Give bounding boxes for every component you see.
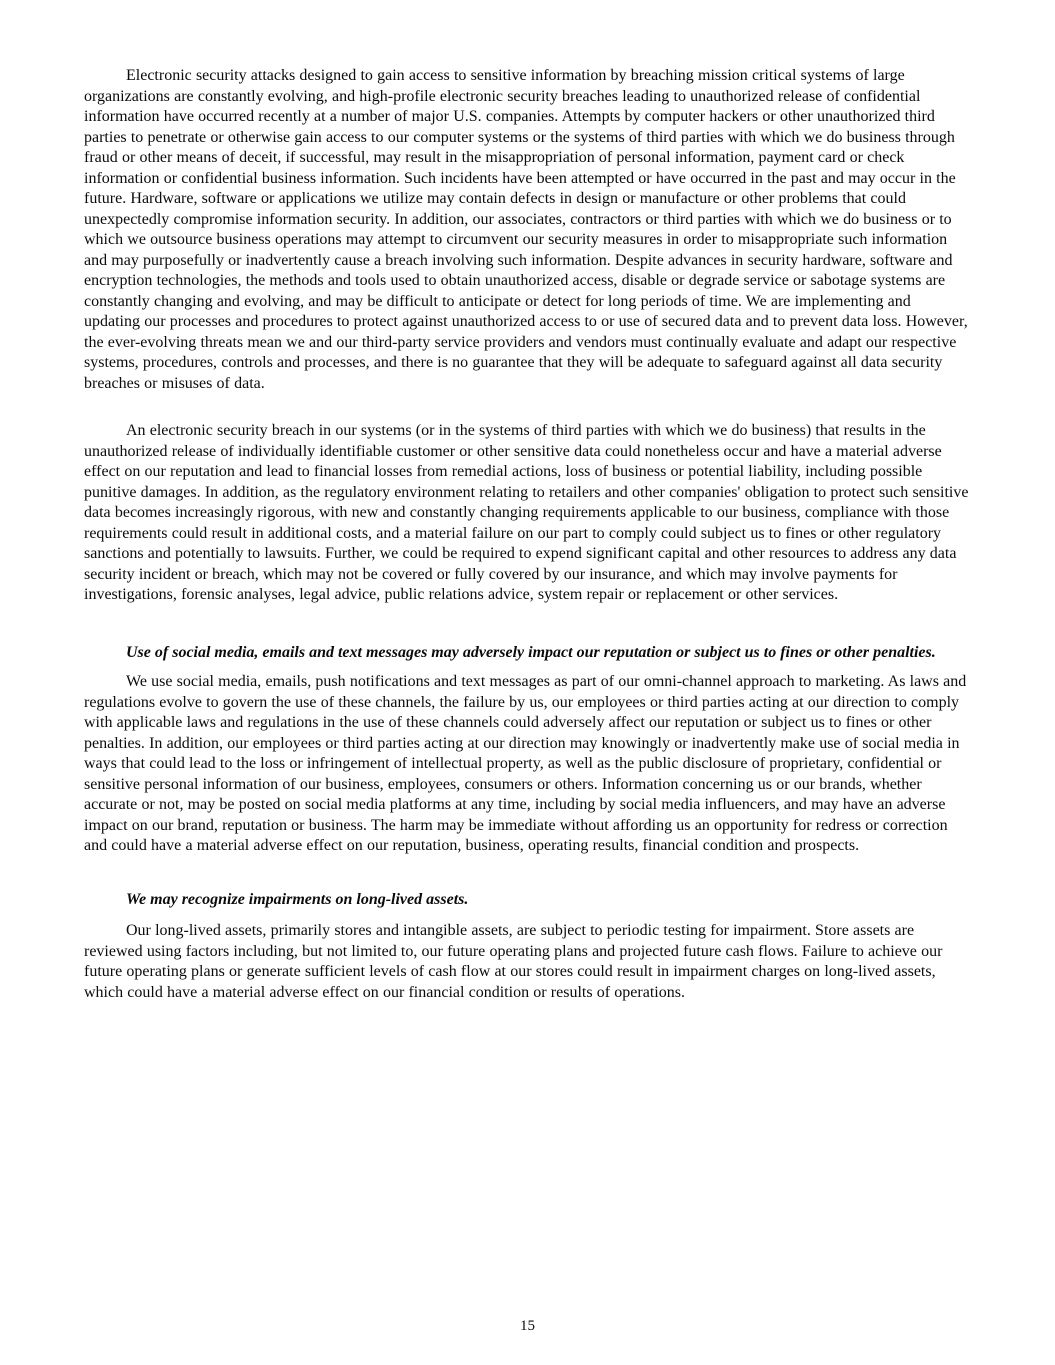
risk-heading-impairments: We may recognize impairments on long-lived assets. (126, 890, 469, 908)
paragraph-electronic-security-attacks: Electronic security attacks designed to gain access to sensitive information by breaching mission critical systems of large organizations are constantly evolving, and high-profile electronic security breaches leading to unauthorized release of confidential information have occurred recently at a number of major U.S. companies. Attempts by computer hackers or other unauthorized third parties to penetrate or otherwise gain access to our computer systems or the systems of third parties with which we do business through fraud or other means of deceit, if successful, may result in the misappropriation of personal information, payment card or check information or confidential business information. Such incidents have been attempted or have occurred in the past and may occur in the future. Hardware, software or applications we utilize may contain defects in design or manufacture or other problems that could unexpectedly compromise information security. In addition, our associates, contractors or third parties with which we do business or to which we outsource business operations may attempt to circumvent our security measures in order to misappropriate such information and may purposefully or inadvertently cause a breach involving such information. Despite advances in security hardware, software and encryption technologies, the methods and tools used to obtain unauthorized access, disable or degrade service or sabotage systems are constantly changing and evolving, and may be difficult to anticipate or detect for long periods of time. We are implementing and updating our processes and procedures to protect against unauthorized access to or use of secured data and to prevent data loss. However, the ever-evolving threats mean we and our third-party service providers and vendors must continually evaluate and adapt our respective systems, procedures, controls and processes, and there is no guarantee that they will be adequate to safeguard against all data security breaches or misuses of data. (84, 67, 968, 392)
risk-heading-social-media: Use of social media, emails and text messages may adversely impact our reputation or subject us to fines or other penalties. (126, 643, 936, 661)
paragraph-impairments: Our long-lived assets, primarily stores and intangible assets, are subject to periodic testing for impairment. Store assets are reviewed using factors including, but not limited to, our future operating plans and projected future cash flows. Failure to achieve our future operating plans or generate sufficient levels of cash flow at our stores could result in impairment charges on long-lived assets, which could have a material adverse effect on our financial condition or results of operations. (84, 922, 943, 1001)
page-number: 15 (520, 1318, 535, 1334)
paragraph-electronic-security-breach: An electronic security breach in our systems (or in the systems of third parties with which we do business) that results in the unauthorized release of individually identifiable customer or other sensitive data could nonetheless occur and have a material adverse effect on our reputation and lead to financial losses from remedial actions, loss of business or potential liability, including possible punitive damages. In addition, as the regulatory environment relating to retailers and other companies' obligation to protect such sensitive data becomes increasingly rigorous, with new and constantly changing requirements applicable to our business, compliance with those requirements could result in additional costs, and a material failure on our part to comply could subject us to fines or other regulatory sanctions and potentially to lawsuits. Further, we could be required to expend significant capital and other resources to address any data security incident or breach, which may not be covered or fully covered by our insurance, and which may involve payments for investigations, forensic analyses, legal advice, public relations advice, system repair or replacement or other services. (84, 422, 969, 603)
paragraph-social-media: We use social media, emails, push notifications and text messages as part of our omni-channel approach to marketing. As laws and regulations evolve to govern the use of these channels, the failure by us, our employees or third parties acting at our direction to comply with applicable laws and regulations in the use of these channels could adversely affect our reputation or subject us to fines or other penalties. In addition, our employees or third parties acting at our direction may knowingly or inadvertently make use of social media in ways that could lead to the loss or infringement of intellectual property, as well as the public disclosure of proprietary, confidential or sensitive personal information of our business, employees, consumers or others. Information concerning us or our brands, whether accurate or not, may be posted on social media platforms at any time, including by social media influencers, and may have an adverse impact on our brand, reputation or business. The harm may be immediate without affording us an opportunity for redress or correction and could have a material adverse effect on our reputation, business, operating results, financial condition and prospects. (84, 673, 967, 854)
